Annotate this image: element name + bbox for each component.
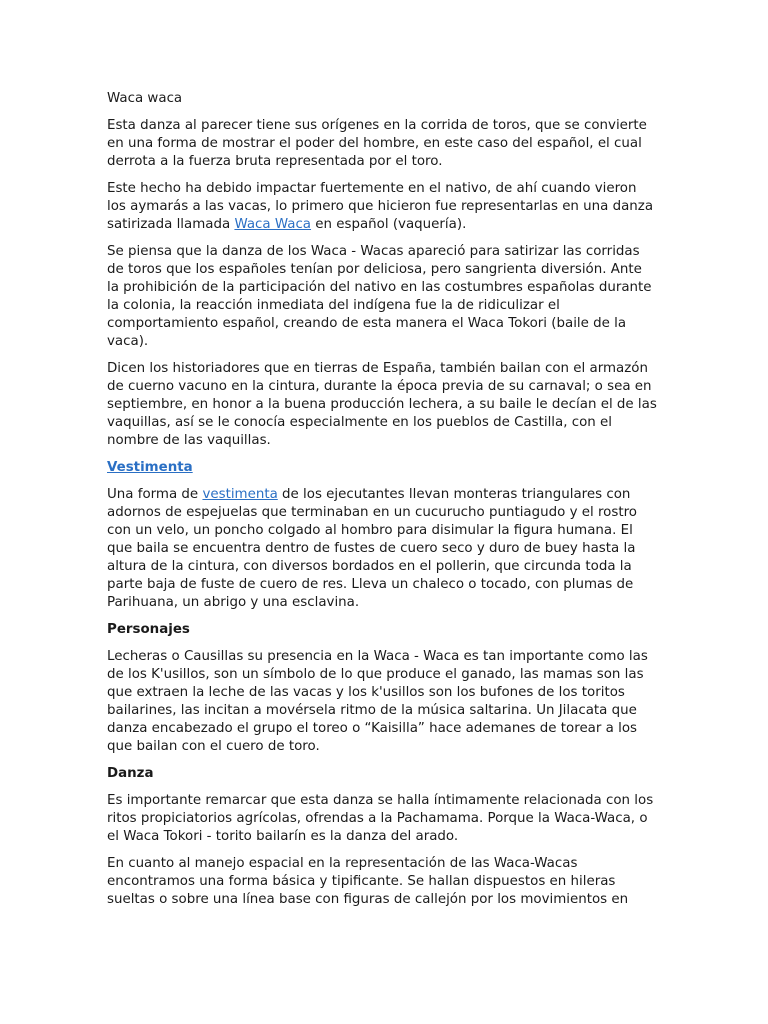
paragraph-satire: Se piensa que la danza de los Waca - Wacas apareció para satirizar las corridas de toros que los españoles tenían por deliciosa, pero sangrienta diversión. Ante la prohibición de la participación del nativo en las costumbres españolas durante la colonia, la reacción inmediata del indígena fue la de ridiculizar el comportamiento español, creando de esta manera el Waca Tokori (baile de la vaca). xyxy=(107,244,652,349)
paragraph-impact xyxy=(107,180,657,234)
paragraph-vestimenta-text: Una forma de xyxy=(107,487,203,502)
heading-danza: Danza xyxy=(107,766,154,781)
paragraph-vestimenta-tail: de los ejecutantes llevan monteras triangulares con adornos de espejuelas que terminaban en un cucurucho puntiagudo y el rostro con un velo, un poncho colgado al hombro para disimular la figura humana. El que baila se encuentra dentro de fustes de cuero seco y duro de buey hasta la altura de la cintura, con diversos bordados en el pollerin, que circunda toda la parte baja de fuste de cuero de res. Lleva un chaleco o tocado, con plumas de Parihuana, un abrigo y una esclavina. xyxy=(107,487,637,610)
paragraph-impact-text: Este hecho ha debido impactar fuertemente en el nativo, de ahí cuando vieron los aymarás a las vacas, lo primero que hicieron fue representarlas en una danza satirizada llamada xyxy=(107,181,654,232)
paragraph-impact-tail: en español (vaquería). xyxy=(311,217,467,232)
paragraph-origins: Esta danza al parecer tiene sus orígenes en la corrida de toros, que se convierte en una forma de mostrar el poder del hombre, en este caso del español, el cual derrota a la fuerza bruta representada por el toro. xyxy=(107,118,647,169)
document-body xyxy=(107,90,657,918)
paragraph-personajes: Lecheras o Causillas su presencia en la Waca - Waca es tan importante como las de los K'usillos, son un símbolo de lo que produce el ganado, las mamas son las que extraen la leche de las vacas y los k'usillos son los bufones de los toritos bailarines, las incitan a movérsela ritmo de la música saltarina. Un Jilacata que danza encabezado el grupo el toreo o “Kaisilla” hace ademanes de torear a los que bailan con el cuero de toro. xyxy=(107,649,648,754)
heading-vestimenta-link[interactable]: Vestimenta xyxy=(107,460,193,475)
paragraph-vestimenta xyxy=(107,486,657,612)
vestimenta-link[interactable]: vestimenta xyxy=(202,487,278,502)
waca-waca-link[interactable]: Waca Waca xyxy=(234,217,312,232)
paragraph-danza-espacial: En cuanto al manejo espacial en la representación de las Waca-Wacas encontramos una forma básica y tipificante. Se hallan dispuestos en hileras sueltas o sobre una línea base con figuras de callejón por los movimientos en xyxy=(107,856,629,907)
heading-personajes: Personajes xyxy=(107,622,190,637)
paragraph-danza-ritos: Es importante remarcar que esta danza se halla íntimamente relacionada con los ritos propiciatorios agrícolas, ofrendas a la Pachamama. Porque la Waca-Waca, o el Waca Tokori - torito bailarín es la danza del arado. xyxy=(107,793,654,844)
paragraph-historians: Dicen los historiadores que en tierras de España, también bailan con el armazón de cuerno vacuno en la cintura, durante la época previa de su carnaval; o sea en septiembre, en honor a la buena producción lechera, a su baile le decían el de las vaquillas, así se le conocía especialmente en los pueblos de Castilla, con el nombre de las vaquillas. xyxy=(107,361,657,448)
document-title: Waca waca xyxy=(107,91,183,106)
